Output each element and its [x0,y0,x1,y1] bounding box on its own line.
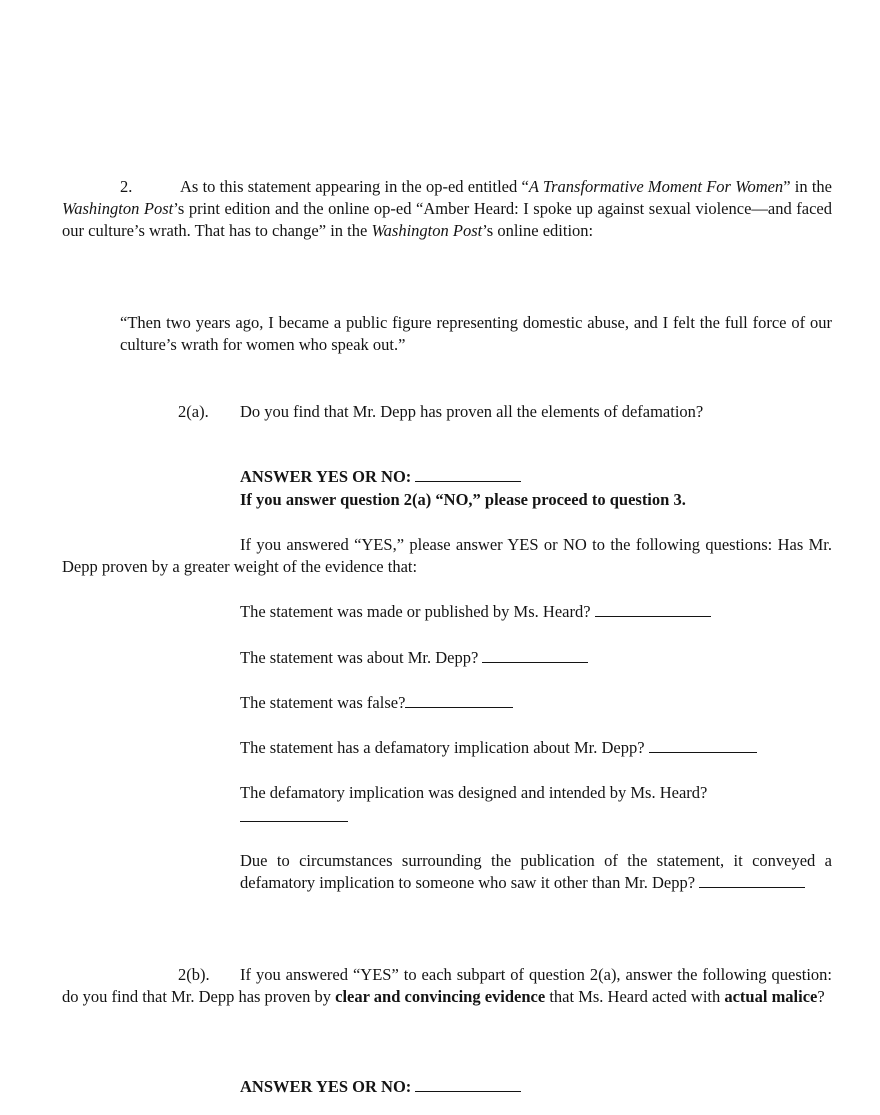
followup-instructions: If you answered “YES,” please answer YES or NO to the following questions: Has Mr. Depp proven by a greater weight of the evidence that: [62,535,832,576]
subpart-answer-blank[interactable] [595,602,711,617]
subpart-item: The statement was false? [240,692,832,714]
subpart-item: The defamatory implication was designed and intended by Ms. Heard? [240,783,708,802]
answer-2a-row [240,466,832,488]
question-2a-text: Do you find that Mr. Depp has proven all the elements of defamation? [240,402,704,421]
question-2b-label: 2(b). [178,965,210,984]
proceed-instruction: If you answer question 2(a) “NO,” please proceed to question 3. [240,490,686,509]
question-2-number: 2. [120,177,133,196]
subpart-item: Due to circumstances surrounding the publication of the statement, it conveyed a defamatory implication to someone who saw it other than Mr. Depp? [240,851,832,892]
op-ed-title: A Transformative Moment For Women [528,177,784,196]
subpart-answer-row [240,806,832,828]
answer-2b-blank[interactable] [415,1077,521,1092]
subpart-answer-blank[interactable] [649,738,757,753]
question-2a-label: 2(a). [178,402,209,421]
subpart-item: The statement was made or published by Ms. Heard? [240,601,832,623]
answer-label: ANSWER YES OR NO: [240,467,412,486]
quoted-statement: “Then two years ago, I became a public figure representing domestic abuse, and I felt the full force of our culture’s wrath for women who speak out.” [120,313,832,354]
question-2b: 2(b). If you answered “YES” to each subpart of question 2(a), answer the following question: do you find that Mr. Depp has proven by clear and convincing evidence that Ms. Heard acted with actual malice? [62,965,832,1006]
subpart-answer-blank[interactable] [482,648,588,663]
subpart-item: The statement has a defamatory implication about Mr. Depp? [240,737,832,759]
subpart-item: The statement was about Mr. Depp? [240,647,832,669]
newspaper-name: Washington Post [371,221,483,240]
subpart-answer-blank[interactable] [405,693,513,708]
answer-label: ANSWER YES OR NO: [240,1077,412,1096]
answer-2b-row [240,1076,832,1098]
question-2-intro: 2. As to this statement appearing in the op-ed entitled “A Transformative Moment For Women” in the Washington Post’s print edition and the online op-ed “Amber Heard: I spoke up against sexual violence—and faced our culture’s wrath. That has to change” in the Washington Post’s online edition: [62,177,833,240]
subpart-answer-blank[interactable] [240,807,348,822]
newspaper-name: Washington Post [62,199,174,218]
subpart-answer-blank[interactable] [699,873,805,888]
question-2a [178,401,832,423]
answer-2a-blank[interactable] [415,467,521,482]
